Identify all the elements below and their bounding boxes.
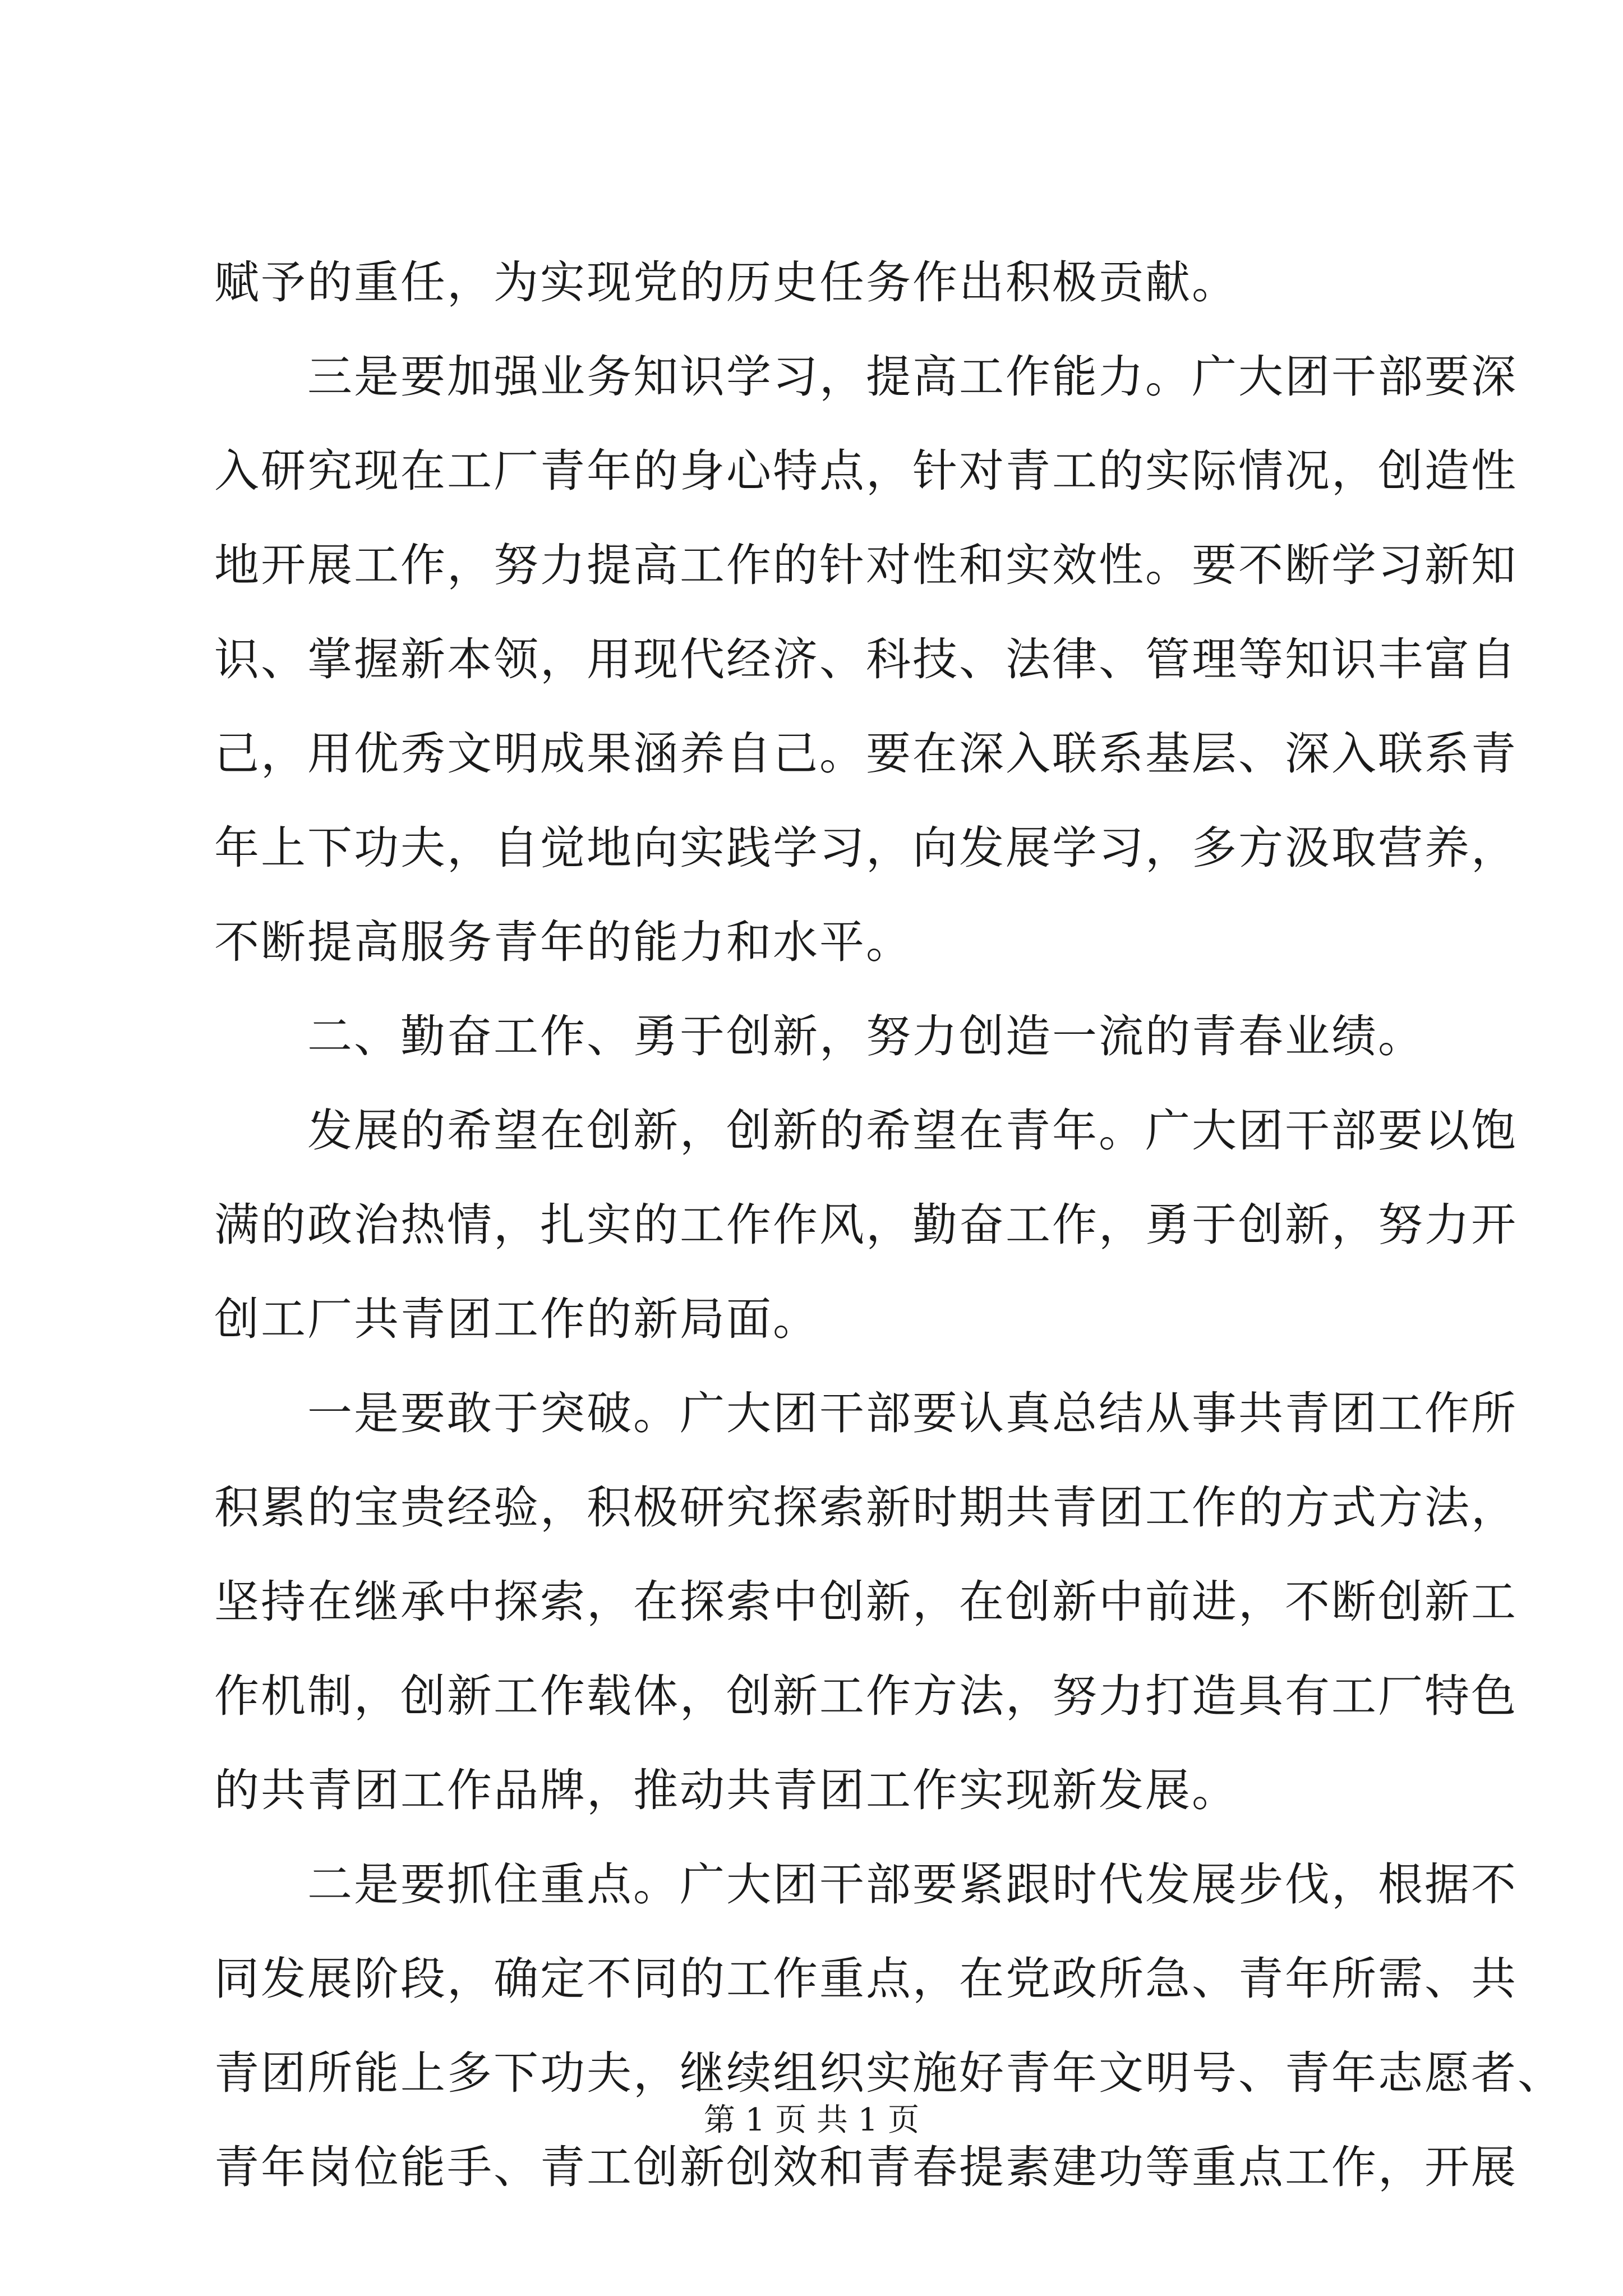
text-line: 青年岗位能手、青工创新创效和青春提素建功等重点工作，开展 xyxy=(214,2141,1518,2193)
text-line: 识、掌握新本领，用现代经济、科技、法律、管理等知识丰富自 xyxy=(214,633,1518,685)
text-line: 的共青团工作品牌，推动共青团工作实现新发展。 xyxy=(214,1764,1238,1816)
document-body xyxy=(214,236,1564,2215)
text-line: 积累的宝贵经验，积极研究探索新时期共青团工作的方式方法， xyxy=(214,1481,1518,1534)
section-heading: 二、勤奋工作、勇于创新，努力创造一流的青春业绩。 xyxy=(307,1010,1424,1062)
paragraph-start-line: 发展的希望在创新，创新的希望在青年。广大团干部要以饱 xyxy=(307,1105,1518,1157)
text-line: 赋予的重任，为实现党的历史任务作出积极贡献。 xyxy=(214,256,1238,309)
text-line: 同发展阶段，确定不同的工作重点，在党政所急、青年所需、共 xyxy=(214,1953,1518,2005)
text-line: 地开展工作，努力提高工作的针对性和实效性。要不断学习新知 xyxy=(214,539,1518,591)
text-line: 满的政治热情，扎实的工作作风，勤奋工作，勇于创新，努力开 xyxy=(214,1199,1518,1251)
text-line: 青团所能上多下功夫，继续组织实施好青年文明号、青年志愿者、 xyxy=(214,2047,1564,2099)
text-line: 坚持在继承中探索，在探索中创新，在创新中前进，不断创新工 xyxy=(214,1576,1518,1628)
text-line: 创工厂共青团工作的新局面。 xyxy=(214,1293,819,1345)
text-line: 入研究现在工厂青年的身心特点，针对青工的实际情况，创造性 xyxy=(214,445,1518,497)
text-line: 不断提高服务青年的能力和水平。 xyxy=(214,916,912,968)
paragraph-start-line: 一是要敢于突破。广大团干部要认真总结从事共青团工作所 xyxy=(307,1387,1518,1439)
paragraph-start-line: 二是要抓住重点。广大团干部要紧跟时代发展步伐，根据不 xyxy=(307,1858,1518,1911)
text-line: 年上下功夫，自觉地向实践学习，向发展学习，多方汲取营养， xyxy=(214,822,1518,874)
page-number-footer: 第 1 页 共 1 页 xyxy=(703,2102,920,2138)
text-line: 作机制，创新工作载体，创新工作方法，努力打造具有工厂特色 xyxy=(214,1670,1518,1722)
paragraph-start-line: 三是要加强业务知识学习，提高工作能力。广大团干部要深 xyxy=(307,351,1518,403)
text-line: 己，用优秀文明成果涵养自己。要在深入联系基层、深入联系青 xyxy=(214,728,1518,780)
